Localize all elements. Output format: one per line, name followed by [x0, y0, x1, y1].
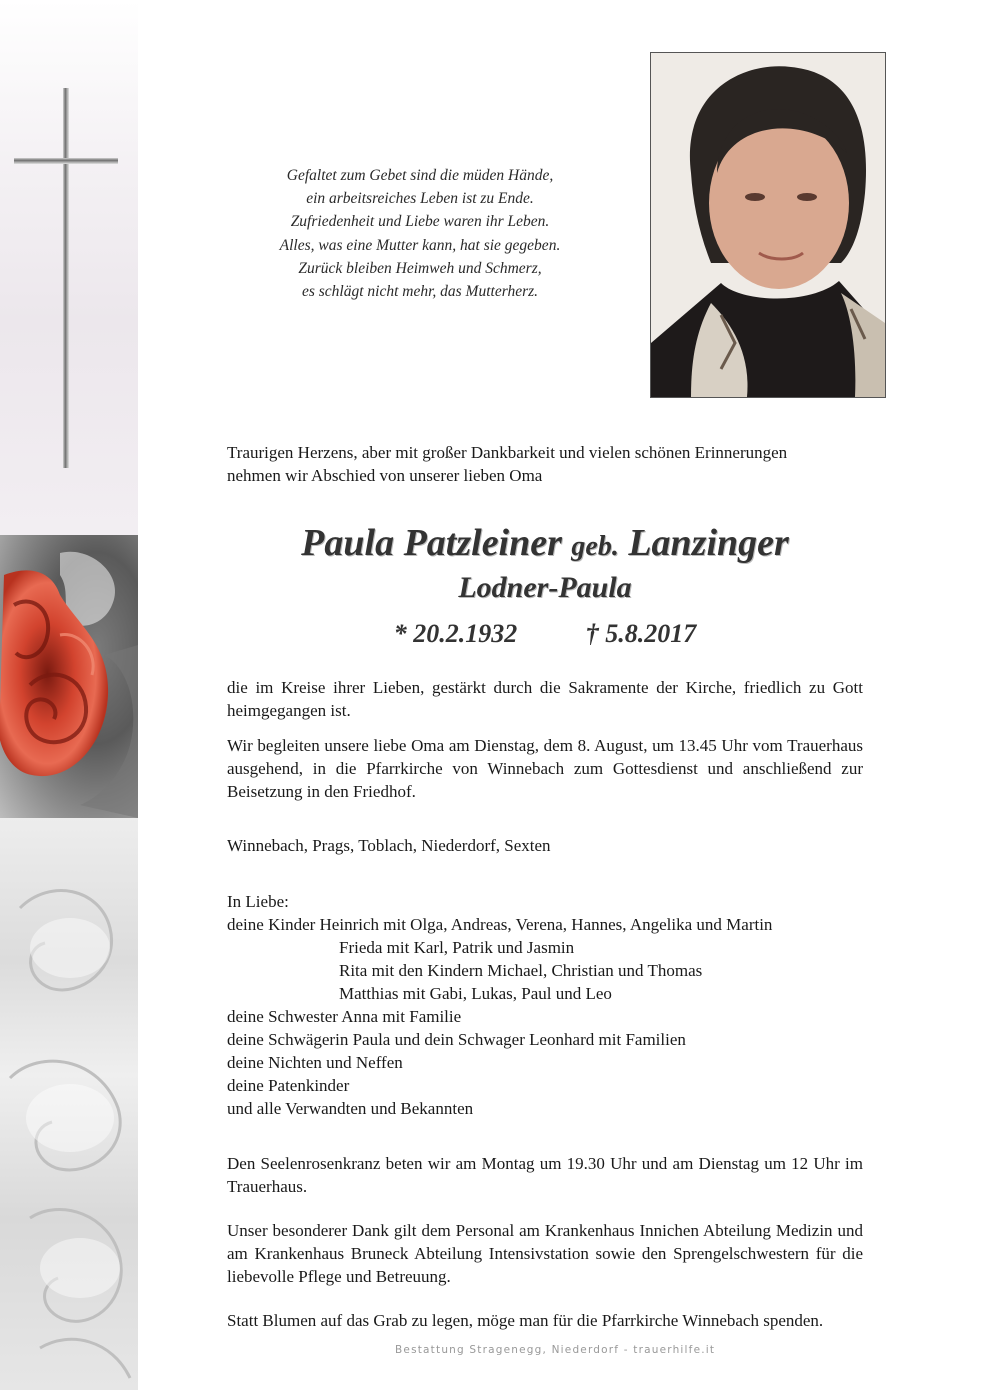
mourners-list: [227, 890, 863, 1120]
mourners-children-line: Frieda mit Karl, Patrik und Jasmin: [339, 938, 575, 957]
poem: [250, 164, 590, 303]
death-date: † 5.8.2017: [585, 619, 697, 648]
donation-line: Statt Blumen auf das Grab zu legen, möge man für die Pfarrkirche Winnebach spenden.: [227, 1311, 824, 1330]
intro-text: [227, 441, 863, 487]
poem-line: Zurück bleiben Heimweh und Schmerz,: [298, 259, 542, 277]
mourners-children: deine Kinder Heinrich mit Olga, Andreas, Verena, Hannes, Angelika und Martin: [227, 915, 773, 934]
mourners-line: deine Schwester Anna mit Familie: [227, 1007, 462, 1026]
mourners-line: deine Schwägerin Paula und dein Schwager Leonhard mit Familien: [227, 1030, 686, 1049]
mourners-children-line: Matthias mit Gabi, Lukas, Paul und Leo: [339, 984, 612, 1003]
cross-icon: [63, 88, 69, 468]
footer-credit: Bestattung Stragenegg, Niederdorf - trauerhilfe.it: [395, 1344, 716, 1356]
name-first-last: Paula Patzleiner: [301, 522, 562, 564]
poem-line: ein arbeitsreiches Leben ist zu Ende.: [306, 190, 534, 208]
name-geb: geb.: [571, 531, 619, 562]
birth-date: * 20.2.1932: [393, 619, 518, 648]
poem-line: Alles, was eine Mutter kann, hat sie gegeben.: [279, 236, 561, 254]
poem-line: Gefaltet zum Gebet sind die müden Hände,: [286, 167, 554, 184]
faded-roses-illustration: [0, 818, 138, 1390]
life-dates: [227, 616, 863, 652]
mourners-heading: In Liebe:: [227, 892, 289, 911]
thanks-text: Unser besonderer Dank gilt dem Personal am Krankenhaus Innichen Abteilung Medizin und am Krankenhaus Bruneck Abteilung Intensivstation sowie den Sprengelschwestern für die liebevolle Pflege und Betreuung.: [227, 1221, 863, 1286]
mourners-line: deine Patenkinder: [227, 1076, 350, 1095]
places-text: Winnebach, Prags, Toblach, Niederdorf, Sexten: [227, 836, 551, 855]
cross-bar: [14, 158, 118, 164]
portrait-illustration: [651, 53, 885, 397]
poem-line: Zufriedenheit und Liebe waren ihr Leben.: [290, 213, 550, 231]
intro-line: nehmen wir Abschied von unserer lieben Oma: [227, 466, 543, 485]
intro-line: Traurigen Herzens, aber mit großer Dankbarkeit und vielen schönen Erinnerungen: [227, 443, 788, 462]
mourners-children-line: Rita mit den Kindern Michael, Christian und Thomas: [339, 961, 703, 980]
deceased-name: [227, 520, 863, 570]
rosary-text: Den Seelenrosenkranz beten wir am Montag um 19.30 Uhr und am Dienstag um 12 Uhr im Trauerhaus.: [227, 1154, 863, 1196]
passing-text: die im Kreise ihrer Lieben, gestärkt durch die Sakramente der Kirche, friedlich zu Gott heimgegangen ist.: [227, 678, 863, 720]
rose-image: [0, 535, 138, 818]
name-maiden: Lanzinger: [628, 522, 789, 564]
portrait-photo: [650, 52, 886, 398]
decorative-strip-top: [0, 0, 138, 535]
mourners-line: deine Nichten und Neffen: [227, 1053, 403, 1072]
donation-text: [227, 1309, 863, 1332]
decorative-strip-bottom: [0, 818, 138, 1390]
poem-line: es schlägt nicht mehr, das Mutterherz.: [301, 283, 539, 301]
rose-illustration: [0, 535, 138, 818]
mourners-line: und alle Verwandten und Bekannten: [227, 1099, 474, 1118]
nickname: Lodner-Paula: [458, 571, 632, 604]
funeral-text: Wir begleiten unsere liebe Oma am Dienstag, dem 8. August, um 13.45 Uhr vom Trauerhaus ausgehend, in die Pfarrkirche von Winnebach zum Gottesdienst und anschließend zur Beisetzung in den Friedhof.: [227, 736, 863, 801]
